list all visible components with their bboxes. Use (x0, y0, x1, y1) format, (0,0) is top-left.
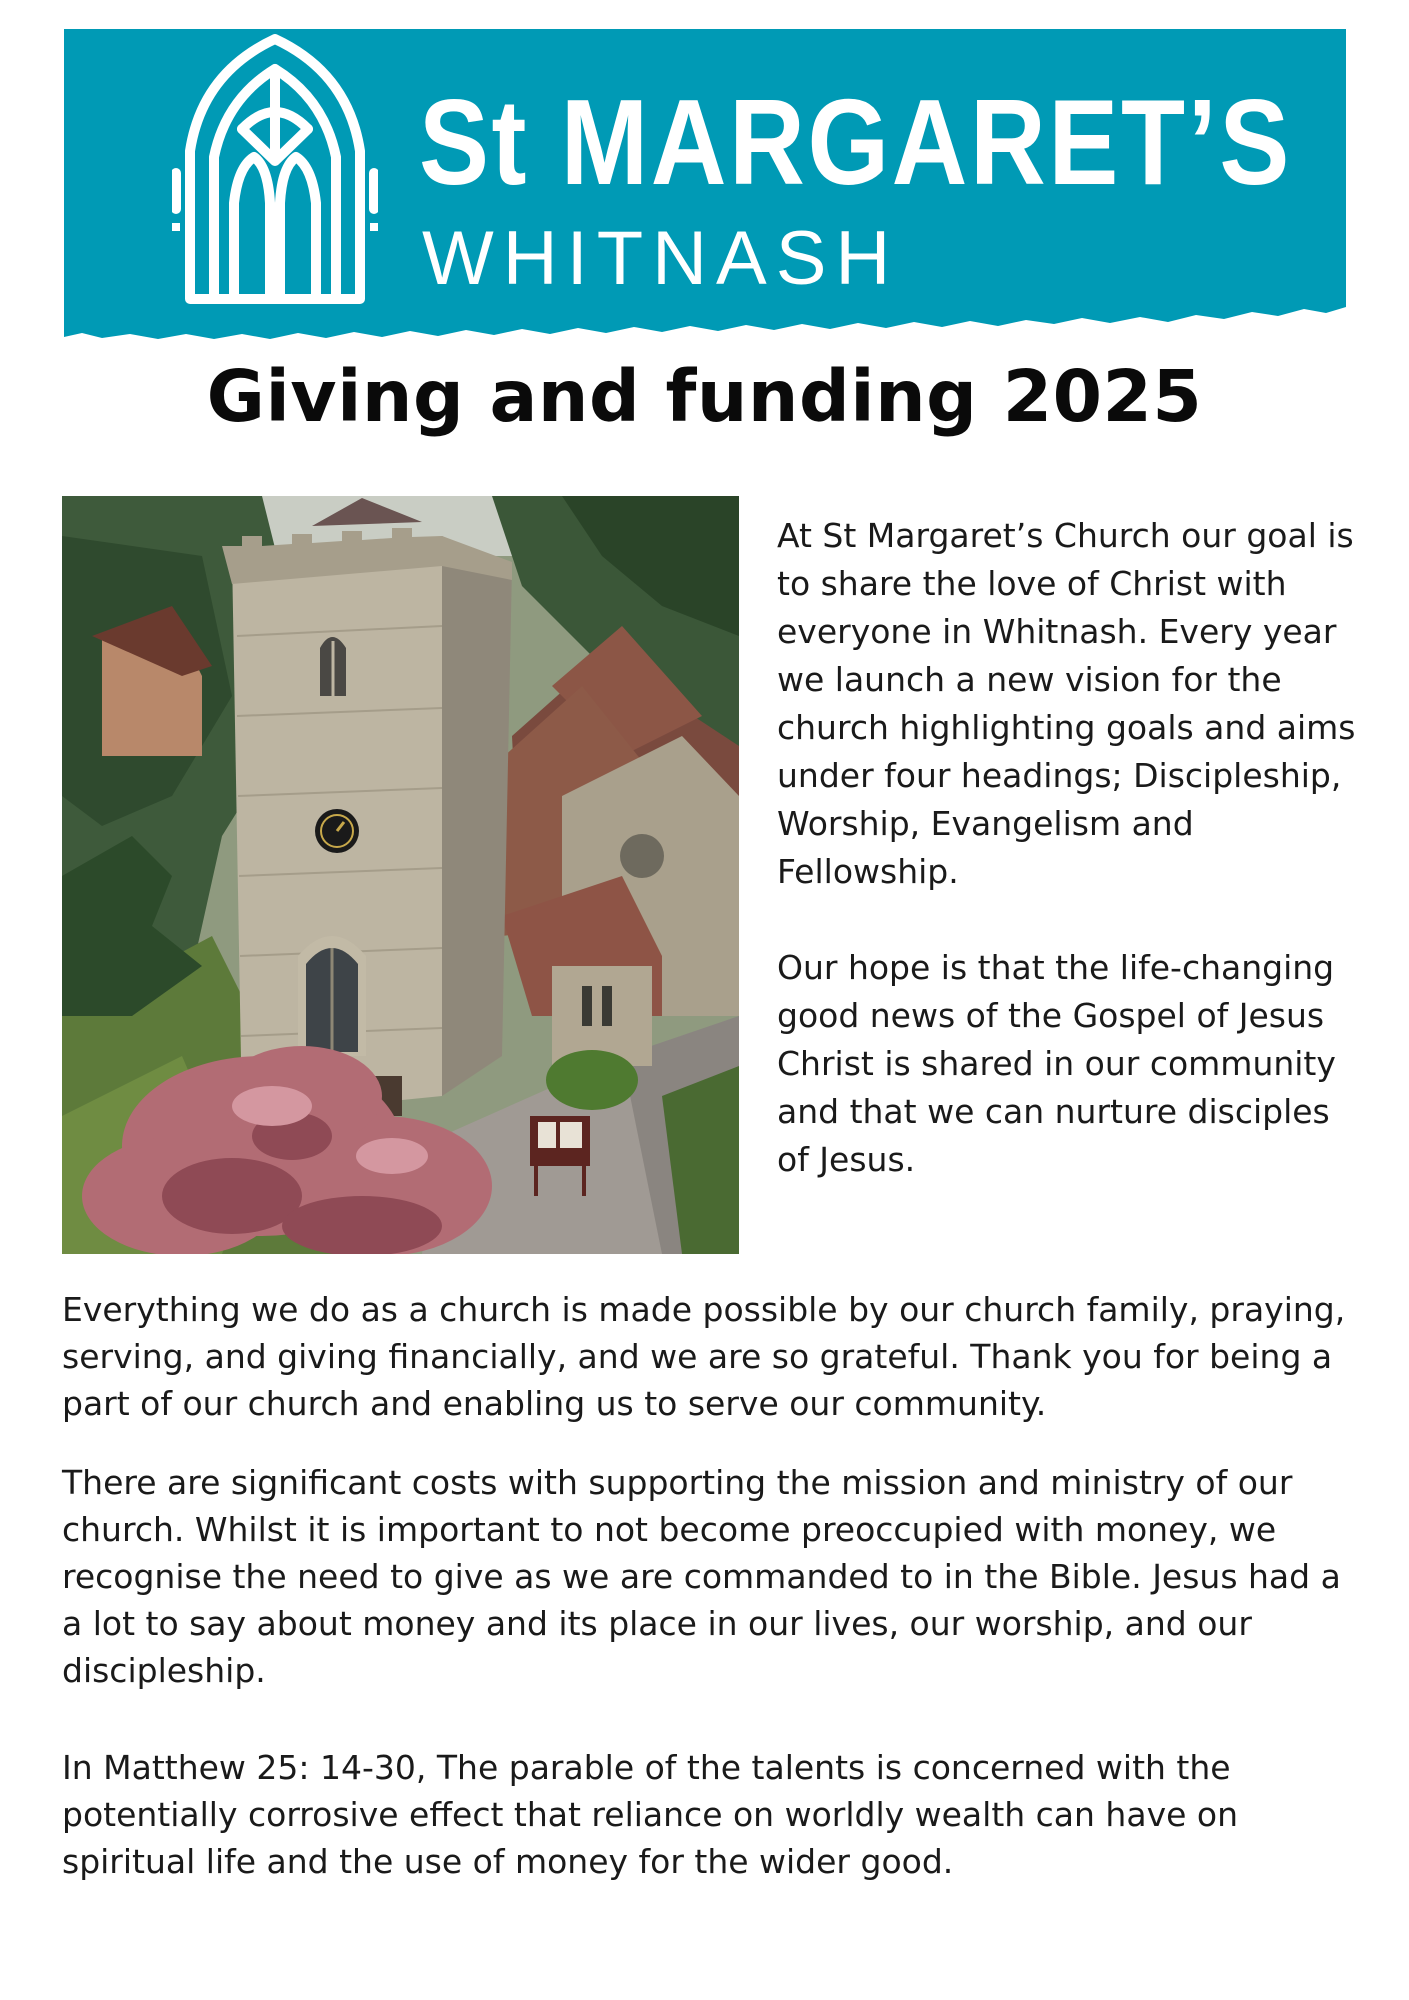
intro-paragraph: At St Margaret’s Church our goal is to share the love of Christ with everyone in Whitnash. Every year we launch a new vision for the church highlighting goals and aims under four headings; Discipleship, Worship, Evangelism and Fellowship. (777, 516, 1356, 891)
brand-name: St MARGARET’S (419, 74, 1292, 210)
body-paragraph: Everything we do as a church is made possible by our church family, praying, serving, and giving financially, and we are so grateful. Thank you for being a part of our church and enabling us to serve our community. (62, 1290, 1346, 1423)
brand-location: WHITNASH (422, 216, 900, 301)
body-paragraph: In Matthew 25: 14-30, The parable of the talents is concerned with the potentially corrosive effect that reliance on worldly wealth can have on spiritual life and the use of money for the wider good. (62, 1748, 1238, 1881)
page-title: Giving and funding 2025 (206, 355, 1203, 438)
header-banner (64, 29, 1346, 339)
intro-text (777, 512, 1357, 1184)
church-photo (62, 496, 739, 1254)
body-paragraph: There are significant costs with supporting the mission and ministry of our church. Whilst it is important to not become preoccupied with money, we recognise the need to give as we are commanded to in the Bible. Jesus had a a lot to say about money and its place in our lives, our worship, and our discipleship. (62, 1463, 1341, 1690)
intro-paragraph: Our hope is that the life-changing good news of the Gospel of Jesus Christ is shared in our community and that we can nurture disciples of Jesus. (777, 948, 1336, 1179)
church-window-icon (172, 33, 378, 305)
